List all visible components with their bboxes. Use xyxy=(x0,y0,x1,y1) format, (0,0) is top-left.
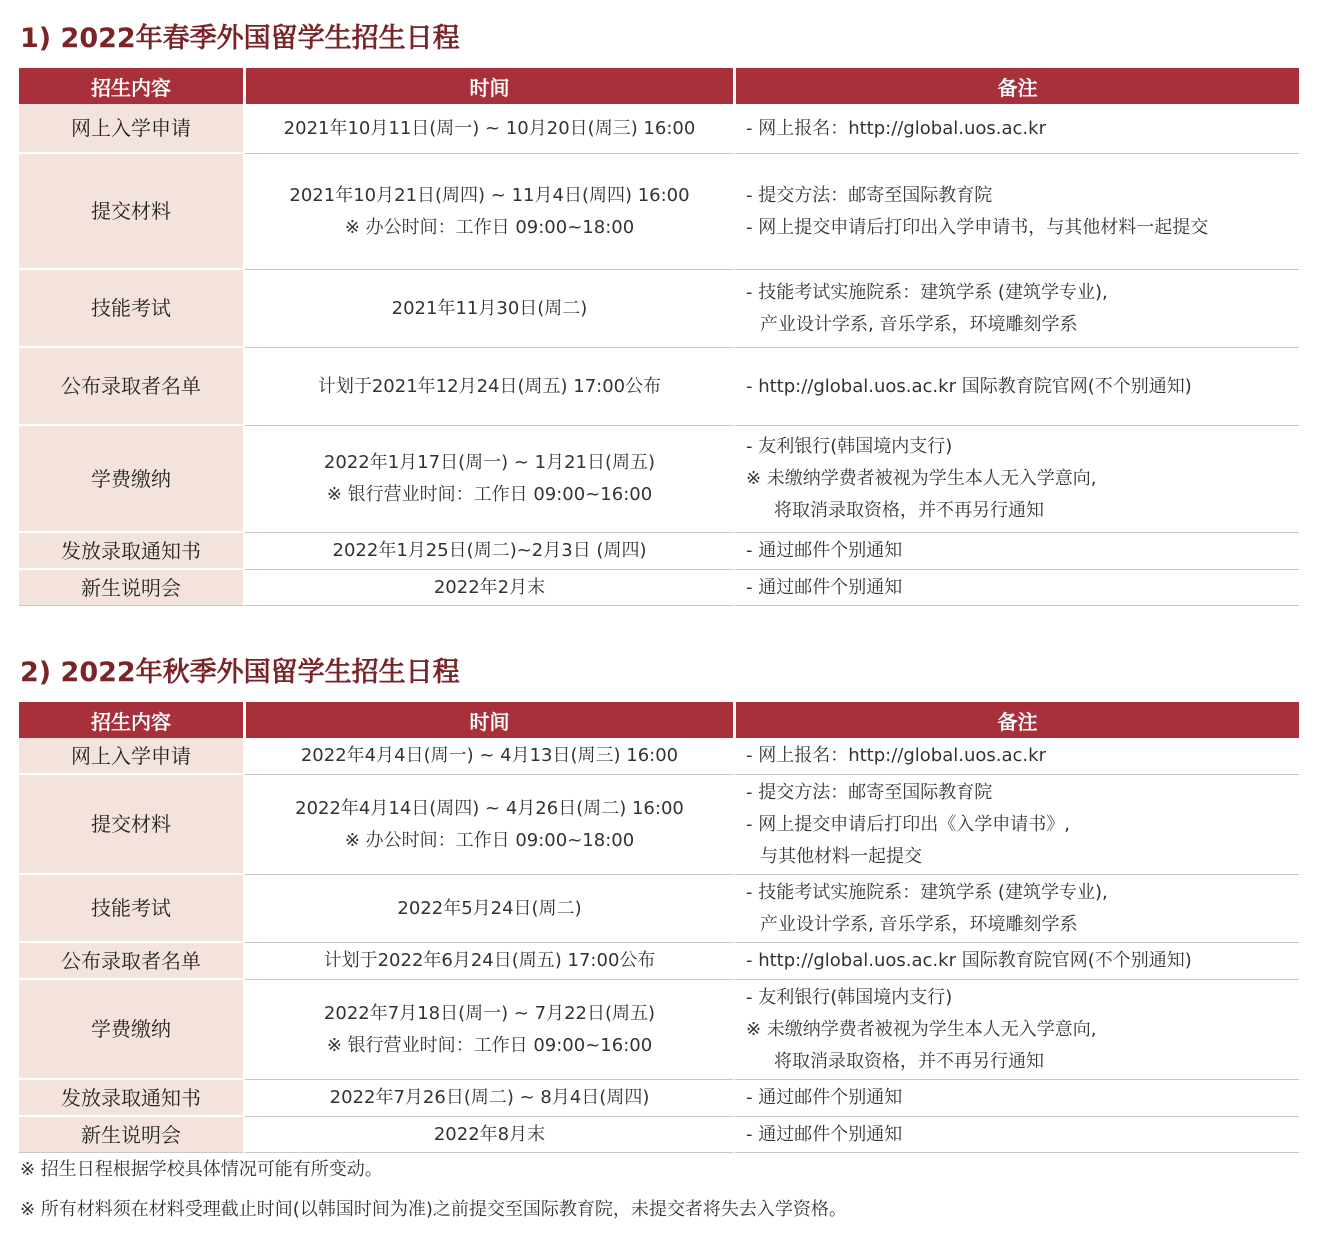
row-note xyxy=(733,775,1299,875)
table-row xyxy=(19,943,1299,980)
table-row xyxy=(19,1080,1299,1117)
time-line: 2022年4月4日(周一) ~ 4月13日(周三) 16:00 xyxy=(300,745,679,766)
header-notes: 备注 xyxy=(733,68,1299,104)
row-note xyxy=(733,426,1299,533)
row-label: 公布录取者名单 xyxy=(19,348,243,426)
time-line: 2022年5月24日(周二) xyxy=(397,897,582,919)
note-line: 与其他材料一起提交 xyxy=(760,845,922,867)
row-label: 学费缴纳 xyxy=(19,426,243,533)
time-line: 2022年8月末 xyxy=(433,1123,546,1145)
table-row xyxy=(19,738,1299,775)
table-row xyxy=(19,270,1299,348)
note-line: - 技能考试实施院系：建筑学系 (建筑学专业), xyxy=(746,281,1108,303)
row-time xyxy=(243,426,733,533)
row-time xyxy=(243,980,733,1080)
time-line: 2022年1月25日(周二)~2月3日 (周四) xyxy=(332,540,647,561)
header-category: 招生内容 xyxy=(19,68,243,104)
row-label: 发放录取通知书 xyxy=(19,533,243,570)
table-row xyxy=(19,775,1299,875)
spring-schedule-table xyxy=(19,68,1299,606)
note-line: - 通过邮件个别通知 xyxy=(746,576,903,598)
table-header-row xyxy=(19,702,1299,738)
time-line: 2022年2月末 xyxy=(433,576,546,598)
table-row xyxy=(19,980,1299,1080)
row-note xyxy=(733,570,1299,606)
note-line: ※ 未缴纳学费者被视为学生本人无入学意向, xyxy=(746,468,1097,489)
note-line: - 提交方法：邮寄至国际教育院 xyxy=(746,781,993,803)
row-label: 新生说明会 xyxy=(19,570,243,606)
note-line: - 网上提交申请后打印出入学申请书，与其他材料一起提交 xyxy=(746,216,1209,238)
table-row xyxy=(19,533,1299,570)
header-category: 招生内容 xyxy=(19,702,243,738)
row-time xyxy=(243,104,733,154)
row-note xyxy=(733,1080,1299,1117)
note-line: 产业设计学系, 音乐学系，环境雕刻学系 xyxy=(760,313,1078,335)
row-label: 新生说明会 xyxy=(19,1117,243,1153)
row-note xyxy=(733,533,1299,570)
section-title-spring: 1) 2022年春季外国留学生招生日程 xyxy=(20,23,460,54)
note-line: - 提交方法：邮寄至国际教育院 xyxy=(746,184,993,206)
note-line: - 网上报名：http://global.uos.ac.kr xyxy=(746,745,1046,766)
row-time xyxy=(243,875,733,943)
table-row xyxy=(19,426,1299,533)
note-line: - 友利银行(韩国境内支行) xyxy=(746,436,953,457)
footnote-schedule-change: ※ 招生日程根据学校具体情况可能有所变动。 xyxy=(20,1159,383,1180)
time-line: ※ 银行营业时间：工作日 09:00~16:00 xyxy=(326,484,653,505)
note-line: - 友利银行(韩国境内支行) xyxy=(746,986,953,1008)
row-label: 发放录取通知书 xyxy=(19,1080,243,1117)
time-line: 计划于2021年12月24日(周五) 17:00公布 xyxy=(317,375,662,397)
row-time xyxy=(243,154,733,270)
header-time: 时间 xyxy=(243,702,733,738)
table-row xyxy=(19,154,1299,270)
table-row xyxy=(19,1117,1299,1153)
time-line: 2022年1月17日(周一) ~ 1月21日(周五) xyxy=(323,452,656,473)
time-line: 2022年7月18日(周一) ~ 7月22日(周五) xyxy=(323,1002,656,1024)
row-time xyxy=(243,943,733,980)
note-line: - 网上报名：http://global.uos.ac.kr xyxy=(746,117,1046,139)
section-title-fall: 2) 2022年秋季外国留学生招生日程 xyxy=(20,657,460,688)
row-note xyxy=(733,270,1299,348)
note-line: - http://global.uos.ac.kr 国际教育院官网(不个别通知) xyxy=(746,950,1192,971)
note-line: 产业设计学系, 音乐学系，环境雕刻学系 xyxy=(760,913,1078,935)
table-header-row xyxy=(19,68,1299,104)
note-line: - 通过邮件个别通知 xyxy=(746,1087,903,1108)
note-line: - http://global.uos.ac.kr 国际教育院官网(不个别通知) xyxy=(746,375,1192,397)
row-time xyxy=(243,533,733,570)
row-note xyxy=(733,875,1299,943)
header-notes: 备注 xyxy=(733,702,1299,738)
footnote-deadline: ※ 所有材料须在材料受理截止时间(以韩国时间为准)之前提交至国际教育院，未提交者将失去入学资格。 xyxy=(20,1199,847,1220)
note-line: - 通过邮件个别通知 xyxy=(746,1123,903,1145)
row-label: 学费缴纳 xyxy=(19,980,243,1080)
time-line: ※ 办公时间：工作日 09:00~18:00 xyxy=(344,829,635,851)
row-note xyxy=(733,348,1299,426)
note-line: - 网上提交申请后打印出《入学申请书》, xyxy=(746,813,1070,835)
row-label: 技能考试 xyxy=(19,270,243,348)
row-time xyxy=(243,270,733,348)
time-line: 2022年7月26日(周二) ~ 8月4日(周四) xyxy=(329,1087,650,1108)
time-line: 2021年10月11日(周一) ~ 10月20日(周三) 16:00 xyxy=(283,117,696,139)
table-row xyxy=(19,875,1299,943)
row-label: 提交材料 xyxy=(19,775,243,875)
table-row xyxy=(19,570,1299,606)
row-label: 公布录取者名单 xyxy=(19,943,243,980)
row-time xyxy=(243,348,733,426)
note-line: - 技能考试实施院系：建筑学系 (建筑学专业), xyxy=(746,881,1108,903)
time-line: 2021年11月30日(周二) xyxy=(391,297,588,319)
fall-schedule-table xyxy=(19,702,1299,1153)
row-note xyxy=(733,1117,1299,1153)
note-line: 将取消录取资格，并不再另行通知 xyxy=(774,500,1044,521)
row-time xyxy=(243,738,733,775)
row-label: 网上入学申请 xyxy=(19,738,243,775)
row-time xyxy=(243,775,733,875)
time-line: ※ 办公时间：工作日 09:00~18:00 xyxy=(344,216,635,238)
note-line: - 通过邮件个别通知 xyxy=(746,540,903,561)
note-line: ※ 未缴纳学费者被视为学生本人无入学意向, xyxy=(746,1018,1097,1040)
note-line: 将取消录取资格，并不再另行通知 xyxy=(774,1050,1044,1072)
time-line: ※ 银行营业时间：工作日 09:00~16:00 xyxy=(326,1034,653,1056)
time-line: 2022年4月14日(周四) ~ 4月26日(周二) 16:00 xyxy=(295,797,684,819)
row-note xyxy=(733,154,1299,270)
row-note xyxy=(733,980,1299,1080)
row-label: 提交材料 xyxy=(19,154,243,270)
time-line: 计划于2022年6月24日(周五) 17:00公布 xyxy=(323,950,656,971)
table-row xyxy=(19,104,1299,154)
row-time xyxy=(243,570,733,606)
row-time xyxy=(243,1080,733,1117)
row-label: 技能考试 xyxy=(19,875,243,943)
header-time: 时间 xyxy=(243,68,733,104)
row-note xyxy=(733,104,1299,154)
row-label: 网上入学申请 xyxy=(19,104,243,154)
table-row xyxy=(19,348,1299,426)
row-time xyxy=(243,1117,733,1153)
row-note xyxy=(733,943,1299,980)
time-line: 2021年10月21日(周四) ~ 11月4日(周四) 16:00 xyxy=(289,184,690,206)
row-note xyxy=(733,738,1299,775)
